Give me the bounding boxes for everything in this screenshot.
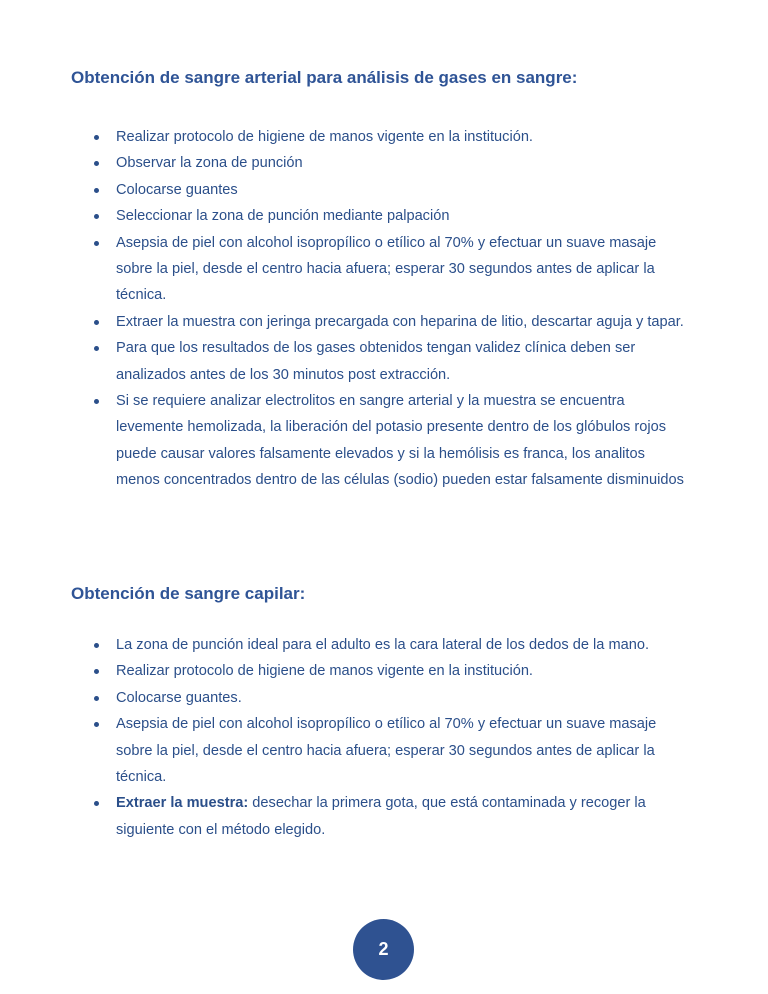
arterial-steps-list	[90, 124, 690, 494]
list-item: Realizar protocolo de higiene de manos vigente en la institución.	[90, 658, 690, 684]
bullet-icon	[94, 161, 99, 166]
list-item: Extraer la muestra: desechar la primera gota, que está contaminada y recoger la siguiente con el método elegido.	[90, 790, 690, 843]
list-item: Realizar protocolo de higiene de manos vigente en la institución.	[90, 124, 690, 150]
section-title-arterial: Obtención de sangre arterial para análisis de gases en sangre:	[71, 68, 578, 87]
list-item: Observar la zona de punción	[90, 150, 690, 176]
list-item: Colocarse guantes.	[90, 685, 690, 711]
list-item: Asepsia de piel con alcohol isopropílico o etílico al 70% y efectuar un suave masaje sobre la piel, desde el centro hacia afuera; esperar 30 segundos antes de aplicar la técnica.	[90, 711, 690, 790]
list-item: Si se requiere analizar electrolitos en sangre arterial y la muestra se encuentra levemente hemolizada, la liberación del potasio presente dentro de los glóbulos rojos puede causar valores falsamente elevados y si la hemólisis es franca, los analitos menos concentrados dentro de las células (sodio) pueden estar falsamente disminuidos	[90, 388, 690, 494]
bullet-icon	[94, 696, 99, 701]
bullet-icon	[94, 346, 99, 351]
list-item: La zona de punción ideal para el adulto es la cara lateral de los dedos de la mano.	[90, 632, 690, 658]
page-number-badge: 2	[353, 919, 414, 980]
bold-label: Extraer la muestra:	[116, 795, 249, 812]
capilar-steps-list	[90, 632, 690, 843]
bullet-icon	[94, 135, 99, 140]
bullet-icon	[94, 188, 99, 193]
bullet-icon	[94, 399, 99, 404]
list-item: Asepsia de piel con alcohol isopropílico o etílico al 70% y efectuar un suave masaje sobre la piel, desde el centro hacia afuera; esperar 30 segundos antes de aplicar la técnica.	[90, 230, 690, 309]
bullet-icon	[94, 214, 99, 219]
list-item: Colocarse guantes	[90, 177, 690, 203]
section-title-capilar: Obtención de sangre capilar:	[71, 584, 306, 603]
bullet-icon	[94, 801, 99, 806]
bullet-icon	[94, 669, 99, 674]
bullet-icon	[94, 241, 99, 246]
bullet-icon	[94, 320, 99, 325]
list-item: Para que los resultados de los gases obtenidos tengan validez clínica deben ser analizados antes de los 30 minutos post extracción.	[90, 335, 690, 388]
list-item: Seleccionar la zona de punción mediante palpación	[90, 203, 690, 229]
bullet-icon	[94, 643, 99, 648]
list-item: Extraer la muestra con jeringa precargada con heparina de litio, descartar aguja y tapar.	[90, 309, 690, 335]
bullet-icon	[94, 722, 99, 727]
